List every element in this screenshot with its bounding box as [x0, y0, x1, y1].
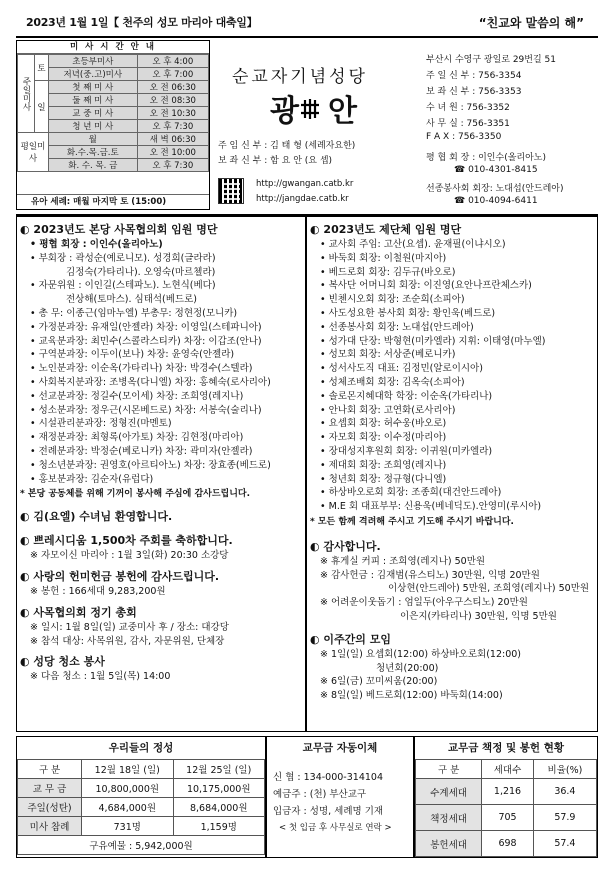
section-title: ◐ 2023년도 본당 사목협의회 임원 명단 — [20, 223, 218, 236]
list-item: • 선교분과장: 정길수(모이세) 차장: 조희영(레지나) — [30, 390, 244, 402]
list-item: • 사회복지분과장: 조병옥(다니엘) 차장: 홍혜숙(로사리아) — [30, 376, 271, 388]
table-cell: 698 — [482, 831, 534, 857]
table-cell: 1,216 — [482, 779, 534, 805]
list-item: ※ 8일(일) 베드로회(12:00) 바둑회(14:00) — [320, 690, 503, 702]
list-item: ※ 봉헌 : 166세대 9,283,200원 — [30, 585, 166, 597]
weekday-group-label: 평일미사 — [18, 133, 49, 172]
list-item: ※ 1일(일) 요셉회(12:00) 하상바오로회(12:00) — [320, 648, 522, 660]
section-title: ◐ 쁘레시디움 1,500차 주회를 축하합니다. — [20, 534, 233, 548]
list-item: ※ 휴게실 커피 : 조희영(레지나) 50만원 — [320, 555, 486, 567]
schedule-time: 오 후 7:30 — [137, 120, 208, 133]
address: 부산시 수영구 광일로 29번길 51 — [426, 55, 556, 65]
list-item: ※ 감사헌금 : 김재범(유스티노) 30만원, 익명 20만원 — [320, 569, 540, 581]
table-header: 12월 18일 (일) — [82, 760, 173, 779]
schedule-name: 화.수.목.금.토 — [49, 146, 138, 159]
schedule-time: 오 전 08:30 — [137, 94, 208, 107]
schedule-time: 오 전 10:30 — [137, 107, 208, 120]
list-item: • 성소분과장: 정우근(시몬베드로) 차장: 서봉숙(술리나) — [30, 404, 262, 416]
fax-line: F A X : 756-3350 — [426, 132, 502, 142]
table-cell: 705 — [482, 805, 534, 831]
schedule-time: 오 전 06:30 — [137, 81, 208, 94]
schedule-name: 월 — [49, 133, 138, 146]
list-item: • 자모회 회장: 이수정(마리아) — [320, 432, 447, 444]
list-item: • 노인분과장: 이순옥(가타리나) 차장: 박경수(스텔라) — [30, 363, 253, 375]
funeral-president: 선종봉사회 회장: 노대섭(안드레아) — [426, 184, 564, 194]
list-item: • 총 무: 이종근(임마누엘) 부총무: 정현정(모니카) — [30, 307, 238, 319]
offering-title: 우리들의 정성 — [108, 742, 174, 754]
list-item: • 평협 회장 : 이인수(올리아노) — [30, 239, 163, 250]
table-cell: 10,175,000원 — [173, 779, 265, 798]
parish-name-left: 광 — [270, 94, 299, 129]
table-header: 비율(%) — [533, 760, 596, 779]
schedule-name: 저녁(중.고)미사 — [49, 68, 138, 81]
phone-line: 수 녀 원 : 756-3352 — [426, 103, 510, 113]
list-item: • 성체조배회 회장: 김옥숙(소피아) — [320, 376, 465, 388]
table-cell: 1,159명 — [173, 817, 265, 836]
section-title: ◐ 사목협의회 정기 총회 — [20, 605, 137, 619]
schedule-name: 초등부미사 — [49, 55, 138, 68]
list-item: • 선종봉사회 회장: 노대섭(안드레아) — [320, 321, 474, 333]
list-item: 청년회(20:00) — [376, 662, 439, 674]
list-item: • 구역분과장: 이두이(보나) 차장: 윤영숙(안젤라) — [30, 349, 235, 361]
bulletin-date: 2023년 1월 1일【 천주의 성모 마리아 대축일】 — [26, 16, 258, 29]
schedule-time: 오 후 7:00 — [137, 68, 208, 81]
list-item: • 성서사도직 대표: 김정민(알로이시아) — [320, 363, 483, 375]
schedule-name: 화. 수. 목. 금 — [49, 159, 138, 172]
list-item: • 시설관리분과장: 정형진(마멘토) — [30, 418, 172, 430]
section-title: ◐ 이주간의 모임 — [310, 632, 392, 646]
table-cell: 교 무 금 — [18, 779, 82, 798]
list-item: • 교사회 주임: 고산(요셉). 윤재필(이냐시오) — [320, 239, 506, 250]
table-header: 구 분 — [18, 760, 82, 779]
phone-line: 주 일 신 부 : 756-3354 — [426, 71, 522, 81]
list-item: • 성모회 회장: 서상준(베로니카) — [320, 349, 456, 361]
schedule-name: 첫 째 미 사 — [49, 81, 138, 94]
bank-account: 신 협 : 134-000-314104 — [273, 772, 384, 783]
table-cell: 36.4 — [533, 779, 596, 805]
section-title: ◐ 사랑의 헌미헌금 봉헌에 감사드립니다. — [20, 569, 220, 583]
list-item: • 재정분과장: 최형록(아가토) 차장: 김현정(마리아) — [30, 432, 244, 444]
parish-subtitle: 순교자기념성당 — [232, 67, 368, 87]
section-title: ◐ 2023년도 제단체 임원 명단 — [310, 223, 462, 236]
infant-baptism-note: 유아 세례: 매월 마지막 토 (15:00) — [17, 194, 209, 209]
autopay-details — [267, 759, 413, 837]
parish-logo-icon — [299, 98, 321, 120]
section-title: ◐ 감사합니다. — [310, 539, 381, 553]
list-item: • 하상바오로회 회장: 조종희(대건안드레아) — [320, 487, 502, 499]
year-motto: “친교와 말씀의 해” — [478, 16, 584, 30]
mass-schedule — [16, 40, 210, 210]
table-cell: 주일(성탄) — [18, 798, 82, 817]
list-item: • 청소년분과장: 권영호(아르티아노) 차장: 장효종(베드로) — [30, 459, 271, 471]
list-item: • 바둑회 회장: 이철원(마지아) — [320, 252, 447, 264]
schedule-time: 오 전 10:00 — [137, 146, 208, 159]
depositor-note: 입금자 : 성명, 세례명 기재 — [273, 806, 384, 817]
schedule-name: 청 년 미 사 — [49, 120, 138, 133]
parish-name-right: 안 — [328, 94, 357, 129]
autopay-title: 교무금 자동이체 — [302, 742, 378, 754]
table-cell: 책정세대 — [416, 805, 482, 831]
list-item: • M.E 회 대표부부: 신용욱(베네딕도).안영미(루시아) — [320, 501, 542, 513]
list-item: ※ 6일(금) 꼬미씨움(20:00) — [320, 676, 438, 688]
table-cell: 8,684,000원 — [173, 798, 265, 817]
table-cell: 수계세대 — [416, 779, 482, 805]
list-item: ※ 자모이신 마리아 : 1월 3일(화) 20:30 소강당 — [30, 550, 229, 562]
stats-title: 교무금 책정 및 봉헌 현황 — [447, 742, 565, 754]
schedule-name: 둘 째 미 사 — [49, 94, 138, 107]
section-title: ◐ 김(요엘) 수녀님 환영합니다. — [20, 510, 173, 524]
list-item: ※ 어려운이웃돕기 : 엄일두(아우구스티노) 20만원 — [320, 597, 528, 609]
phone-line: 사 무 실 : 756-3351 — [426, 119, 510, 129]
section-title: ◐ 성당 청소 봉사 — [20, 655, 105, 669]
table-cell: 10,800,000원 — [82, 779, 173, 798]
table-cell: 미사 참례 — [18, 817, 82, 836]
list-item: ※ 참석 대상: 사목위원, 감사, 자문위원, 단체장 — [30, 635, 225, 647]
stats-table — [415, 759, 597, 857]
list-item: 이상현(안드레아) 5만원, 조희영(레지나) 50만원 — [388, 583, 590, 595]
list-item: • 사도성요한 봉사회 회장: 황인욱(베드로) — [320, 307, 496, 319]
stats-box — [414, 736, 598, 858]
website-link-2[interactable]: http://jangdae.catb.kr — [256, 194, 349, 204]
phone-line: ☎ 010-4301-8415 — [454, 165, 538, 175]
list-item: • 성가대 단장: 박형현(미카엘라) 지휘: 이태영(마누엘) — [320, 335, 546, 347]
list-item: • 빈첸시오회 회장: 조순희(소피아) — [320, 294, 465, 306]
table-cell: 731명 — [82, 817, 173, 836]
contact-note: < 첫 입금 후 사무실로 연락 > — [279, 823, 392, 833]
list-item: • 청년회 회장: 정규형(다니엘) — [320, 473, 447, 485]
table-header: 구 분 — [416, 760, 482, 779]
sat-label: 토 — [35, 55, 49, 81]
schedule-name: 교 중 미 사 — [49, 107, 138, 120]
sunday-group-label: 주일미사 — [18, 55, 35, 133]
list-item: • 복사단 어머니회 회장: 이진영(요안나프란체스카) — [320, 280, 532, 292]
qr-code-icon[interactable] — [218, 178, 244, 204]
schedule-time: 오 후 4:00 — [137, 55, 208, 68]
list-item: • 자문위원 : 이인길(스테파노). 노현식(베다) — [30, 280, 216, 292]
list-item: • 가정분과장: 유재일(안젤라) 차장: 이영일(스테파니아) — [30, 321, 262, 333]
list-item: • 홍보분과장: 김순자(유럽다) — [30, 473, 154, 485]
list-item: • 안나회 회장: 고연화(로사리아) — [320, 404, 456, 416]
table-cell: 4,684,000원 — [82, 798, 173, 817]
list-item: • 장대성지후원회 회장: 이귀원(미카엘라) — [320, 445, 493, 457]
list-item: 김정숙(가타리나). 오영숙(마르첼라) — [66, 266, 216, 278]
table-cell: 57.4 — [533, 831, 596, 857]
list-item: ※ 다음 청소 : 1월 5일(목) 14:00 — [30, 671, 171, 683]
list-item: • 솔로몬지혜대학 학장: 이순옥(가타리나) — [320, 390, 493, 402]
prayer-note: * 모든 함께 격려해 주시고 기도해 주시기 바랍니다. — [310, 516, 514, 527]
sun-label: 일 — [35, 81, 49, 133]
schedule-time: 오 후 7:30 — [137, 159, 208, 172]
list-item: • 부회장 : 곽성순(예로니모). 성경희(글라라) — [30, 252, 216, 264]
autopay-box — [266, 736, 414, 858]
contact-block — [420, 40, 598, 210]
list-item: • 요셉회 회장: 허수웅(바오로) — [320, 418, 447, 430]
list-item: • 제대회 회장: 조희영(레지나) — [320, 459, 447, 471]
list-item: 전상해(토마스). 심태석(베드로) — [66, 294, 197, 306]
header-bar — [16, 8, 598, 36]
table-cell: 57.9 — [533, 805, 596, 831]
list-item: 이은지(카타리나) 30만원, 익명 5만원 — [400, 610, 557, 622]
offering-table — [17, 759, 265, 855]
account-holder: 예금주 : (천) 부산교구 — [273, 789, 367, 800]
header-divider — [16, 36, 598, 38]
list-item: ※ 일시: 1월 8일(일) 교중미사 후 / 장소: 대강당 — [30, 621, 229, 633]
right-column — [310, 221, 596, 703]
table-header: 세대수 — [482, 760, 534, 779]
offering-box — [16, 736, 266, 858]
pastor-line: 주 임 신 부 : 김 태 형 (세례자요한) — [218, 141, 356, 151]
phone-line: ☎ 010-4094-6411 — [454, 196, 538, 206]
list-item: • 베드로회 회장: 김두규(바오로) — [320, 266, 456, 278]
table-cell: 봉헌세대 — [416, 831, 482, 857]
phone-line: 보 좌 신 부 : 756-3353 — [426, 87, 522, 97]
table-header: 12월 25일 (일) — [173, 760, 265, 779]
website-link-1[interactable]: http://gwangan.catb.kr — [256, 179, 354, 189]
parish-title-block — [212, 40, 412, 210]
left-column — [20, 221, 304, 684]
schedule-time: 새 벽 06:30 — [137, 133, 208, 146]
council-president: 평 협 회 장 : 이인수(올리아노) — [426, 153, 546, 163]
schedule-table — [17, 54, 209, 172]
assistant-line: 보 좌 신 부 : 함 요 안 (요 셉) — [218, 156, 333, 166]
list-item: • 전례분과장: 박정순(베로니카) 차장: 곽미자(안젤라) — [30, 445, 253, 457]
list-item: • 교육분과장: 최민수(스콜라스티카) 차장: 이갑조(안나) — [30, 335, 262, 347]
thanks-note: * 본당 공동체를 위해 기꺼이 봉사해 주심에 감사드립니다. — [20, 489, 251, 500]
manger-offering: 구유예물 : 5,942,000원 — [18, 836, 265, 855]
schedule-title: 미 사 시 간 안 내 — [17, 41, 209, 54]
